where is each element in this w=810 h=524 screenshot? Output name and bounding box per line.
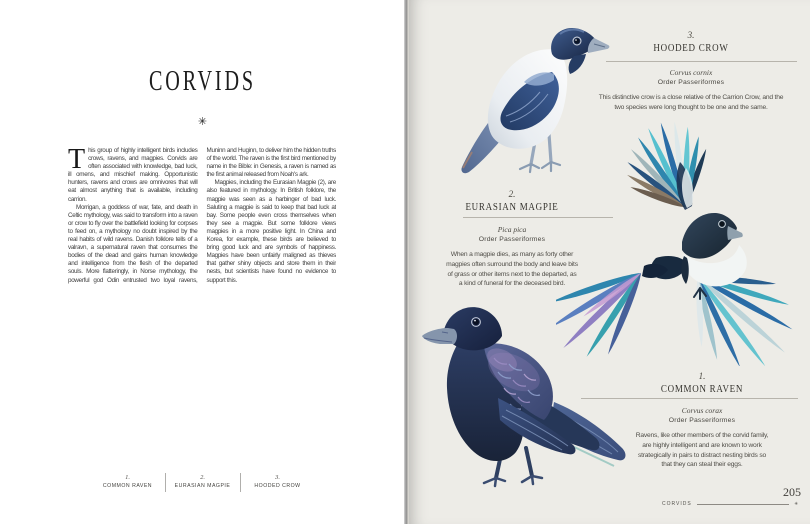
star-ornament-icon: ✳ — [197, 115, 208, 128]
crow-eye — [573, 37, 581, 45]
order-name: Order Passeriformes — [668, 417, 736, 424]
chapter-title: CORVIDS — [148, 66, 257, 97]
section-description: Ravens, like other members of the corvid family, are highly intelligent and are known to work strategically in pairs to distract nesting birds so that they can steal their eggs. — [635, 432, 769, 469]
footer-star-icon: ✳ — [794, 501, 798, 507]
section-number: 2. — [508, 189, 516, 199]
index-item-eurasian-magpie — [165, 473, 240, 492]
magpie-lower-wing — [695, 274, 794, 366]
running-footer — [662, 501, 798, 507]
section-hooded-crow — [592, 30, 790, 113]
section-number: 3. — [687, 30, 695, 40]
body-text — [68, 147, 336, 315]
index-number: 2. — [200, 474, 205, 481]
section-title: HOODED CROW — [653, 43, 729, 54]
index-label: COMMON RAVEN — [102, 483, 153, 489]
section-title: COMMON RAVEN — [660, 384, 744, 395]
drop-cap: T — [68, 147, 86, 175]
order-name: Order Passeriformes — [657, 79, 725, 86]
paragraph: Magpies, including the Eurasian Magpie (2), are also featured in mythology. In British folklore, the magpie was seen as a harbinger of bad luck. Saluting a magpie is said to keep that bad luck at bay. Some people even cross themselves when they see a magpie. But some folklore views magpies in a more positive light. In China and Korea, for example, these birds are believed to bring good luck and are symbols of happiness. Magpies have been unfairly maligned as thieves that gather shiny objects and store them in their nests, but scientists have found no evidence to support this. — [206, 179, 336, 284]
section-description: When a magpie dies, as many as forty other magpies often surround the body and leave bits of grass or other items next to the departed, as a kind of funeral for the deceased bird. — [446, 251, 578, 288]
latin-name: Corvus corax — [681, 406, 723, 415]
section-number: 1. — [698, 371, 706, 381]
section-rule — [606, 61, 797, 62]
latin-name: Corvus cornix — [669, 68, 713, 77]
magpie-upper-wing — [626, 121, 709, 210]
index-number: 1. — [125, 474, 130, 481]
page-number: 205 — [783, 485, 801, 499]
page-right — [409, 0, 810, 524]
index-item-common-raven — [91, 473, 165, 492]
index-item-hooded-crow — [240, 473, 315, 492]
index-label: HOODED CROW — [254, 483, 301, 489]
section-description: This distinctive crow is a close relative of the Carrion Crow, and the two species were long thought to be one and the same. — [598, 94, 784, 111]
index-label: EURASIAN MAGPIE — [174, 483, 231, 489]
paragraph — [68, 147, 198, 204]
paragraph: Morrigan, a goddess of war, fate, and death in Celtic mythology, was said to transform into a raven or crow to fly over the battlefield looking for corpses to feed on, a mythology no doubt inspired by the real habits of wild ravens. Danish folklore tells of a valravn, a supernatural raven that consumes the bodies of the dead and gains human knowledge and intelligence from the flesh of the departed souls. More flatteringly, in Norse mythology, the powerful god Odin entrusted two loyal ravens, Muninn and Huginn, to deliver him the hidden truths of the world. The raven is the first bird mentioned by name in the Bible: in Genesis, a raven is named as the first animal released from Noah's ark. — [68, 147, 336, 284]
common-raven-illustration — [414, 302, 634, 494]
running-footer-rule — [697, 504, 790, 505]
raven-beak — [422, 328, 457, 344]
section-title: EURASIAN MAGPIE — [465, 202, 559, 213]
paragraph-text: his group of highly intelligent birds includes crows, ravens, and magpies. Corvids are often associated with knowledge, bad luck, ill omens, and mischief making. Opportunistic hunters, ravens and crows are omnivores that will eat almost anything that is available, including carrion. — [68, 147, 198, 203]
order-name: Order Passeriformes — [478, 236, 546, 243]
latin-name: Pica pica — [497, 225, 527, 234]
running-footer-label: CORVIDS — [662, 501, 692, 507]
chapter-index — [0, 473, 405, 492]
index-number: 3. — [275, 474, 280, 481]
